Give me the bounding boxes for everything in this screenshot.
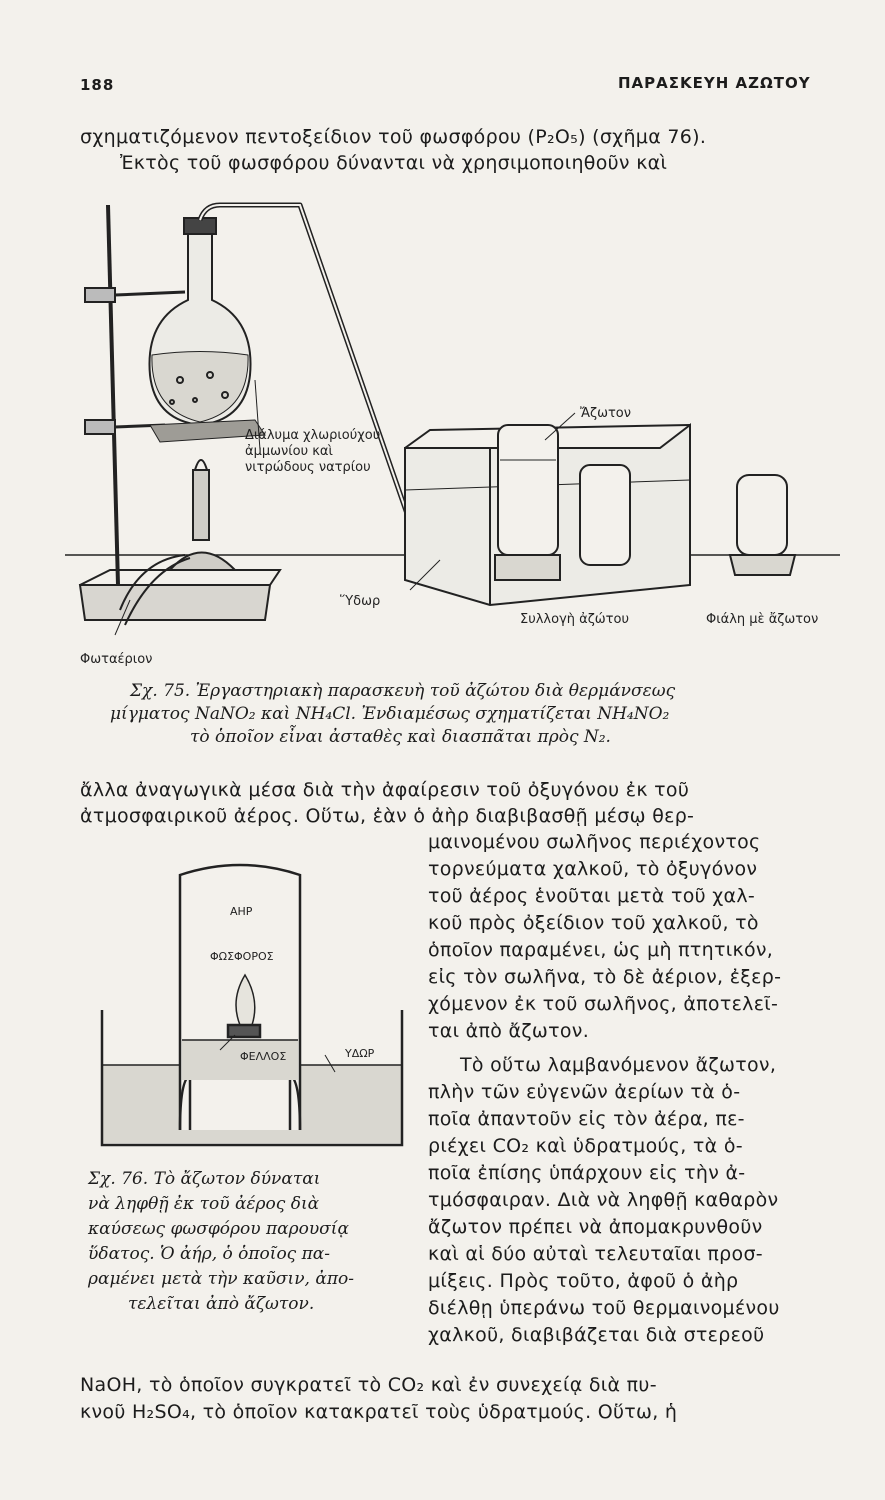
fig76-caption-3: καύσεως φωσφόρου παρουσίᾳ (88, 1219, 349, 1239)
fig76-caption-5: ραμένει μετὰ τὴν καῦσιν, ἀπο- (88, 1269, 354, 1289)
right-line-7: χόμενον ἐκ τοῦ σωλῆνος, ἀποτελεῖ- (428, 993, 779, 1015)
label-air: ΑΗΡ (230, 905, 253, 918)
right-line-10: πλὴν τῶν εὐγενῶν ἀερίων τὰ ὁ- (428, 1081, 741, 1103)
right-line-19: χαλκοῦ, διαβιβάζεται διὰ στερεοῦ (428, 1324, 765, 1346)
figure-76-bell-jar (90, 850, 420, 1150)
right-line-2: τορνεύματα χαλκοῦ, τὸ ὀξυγόνον (428, 858, 758, 880)
right-line-16: καὶ αἱ δύο αὐταὶ τελευταῖαι προσ- (428, 1243, 763, 1265)
right-line-17: μίξεις. Πρὸς τοῦτο, ἀφοῦ ὁ ἀὴρ (428, 1270, 739, 1292)
label-bottle: Φιάλη μὲ ἄζωτον (706, 612, 819, 627)
label-gas-pipe: Φωταέριον (80, 652, 153, 667)
label-cork: ΦΕΛΛΟΣ (240, 1050, 287, 1063)
right-line-13: ποῖα ἐπίσης ὑπάρχουν εἰς τὴν ἀ- (428, 1162, 746, 1184)
fig76-caption-4: ὕδατος. Ὁ ἀήρ, ὁ ὁποῖος πα- (88, 1244, 331, 1264)
label-water-76: ΥΔΩΡ (345, 1047, 375, 1060)
label-solution-2: ἀμμωνίου καὶ (245, 444, 333, 459)
middle-line-2: ἀτμοσφαιρικοῦ ἀέρος. Οὕτω, ἐὰν ὁ ἀὴρ διαβιβασθῇ μέσῳ θερ- (80, 805, 695, 827)
right-line-18: διέλθῃ ὑπεράνω τοῦ θερμαινομένου (428, 1297, 780, 1319)
page-number: 188 (80, 76, 115, 94)
right-line-14: τμόσφαιραν. Διὰ νὰ ληφθῇ καθαρὸν (428, 1189, 779, 1211)
label-collection: Συλλογὴ ἀζώτου (520, 612, 629, 627)
right-line-3: τοῦ ἀέρος ἑνοῦται μετὰ τοῦ χαλ- (428, 885, 756, 907)
intro-line-2: Ἐκτὸς τοῦ φωσφόρου δύνανται νὰ χρησιμοποιηθοῦν καὶ (120, 152, 668, 174)
right-line-1: μαινομένου σωλῆνος περιέχοντος (428, 831, 761, 853)
right-line-5: ὁποῖον παραμένει, ὡς μὴ πτητικόν, (428, 939, 774, 961)
right-line-4: κοῦ πρὸς ὀξείδιον τοῦ χαλκοῦ, τὸ (428, 912, 759, 934)
fig75-caption-2: μίγματος NaNO₂ καὶ NH₄Cl. Ἐνδιαμέσως σχηματίζεται NH₄NO₂ (110, 704, 670, 724)
running-title: ΠΑΡΑΣΚΕΥΗ ΑΖΩΤΟΥ (618, 74, 811, 92)
label-water: Ὕδωρ (340, 594, 381, 609)
label-solution-3: νιτρώδους νατρίου (245, 460, 371, 475)
label-phosphorus: ΦΩΣΦΟΡΟΣ (210, 950, 274, 963)
right-line-9: Τὸ οὕτω λαμβανόμενον ἄζωτον, (460, 1054, 777, 1076)
bottom-line-1: NaOH, τὸ ὁποῖον συγκρατεῖ τὸ CO₂ καὶ ἐν συνεχείᾳ διὰ πυ- (80, 1374, 657, 1396)
label-solution-1: Διάλυμα χλωριούχου (245, 428, 381, 443)
middle-line-1: ἄλλα ἀναγωγικὰ μέσα διὰ τὴν ἀφαίρεσιν τοῦ ὀξυγόνου ἐκ τοῦ (80, 779, 690, 801)
fig75-caption-1: Σχ. 75. Ἐργαστηριακὴ παρασκευὴ τοῦ ἀζώτου διὰ θερμάνσεως (130, 681, 676, 701)
right-line-12: ριέχει CO₂ καὶ ὑδρατμούς, τὰ ὁ- (428, 1135, 743, 1157)
right-line-11: ποῖα ἀπαντοῦν εἰς τὸν ἀέρα, πε- (428, 1108, 745, 1130)
fig76-caption-1: Σχ. 76. Τὸ ἄζωτον δύναται (88, 1169, 321, 1189)
label-nitrogen: Ἄζωτον (580, 406, 631, 421)
intro-line-1: σχηματιζόμενον πεντοξείδιον τοῦ φωσφόρου (P₂O₅) (σχῆμα 76). (80, 126, 707, 148)
right-line-8: ται ἀπὸ ἄζωτον. (428, 1020, 590, 1042)
bottom-line-2: κνοῦ H₂SO₄, τὸ ὁποῖον κατακρατεῖ τοὺς ὑδρατμούς. Οὕτω, ἡ (80, 1401, 678, 1423)
fig76-caption-2: νὰ ληφθῇ ἐκ τοῦ ἀέρος διὰ (88, 1194, 320, 1214)
right-line-15: ἄζωτον πρέπει νὰ ἀπομακρυνθοῦν (428, 1216, 763, 1238)
right-line-6: εἰς τὸν σωλῆνα, τὸ δὲ ἀέριον, ἐξερ- (428, 966, 782, 988)
fig75-caption-3: τὸ ὁποῖον εἶναι ἀσταθὲς καὶ διασπᾶται πρὸς N₂. (190, 727, 611, 747)
fig76-caption-6: τελεῖται ἀπὸ ἄζωτον. (128, 1294, 315, 1314)
